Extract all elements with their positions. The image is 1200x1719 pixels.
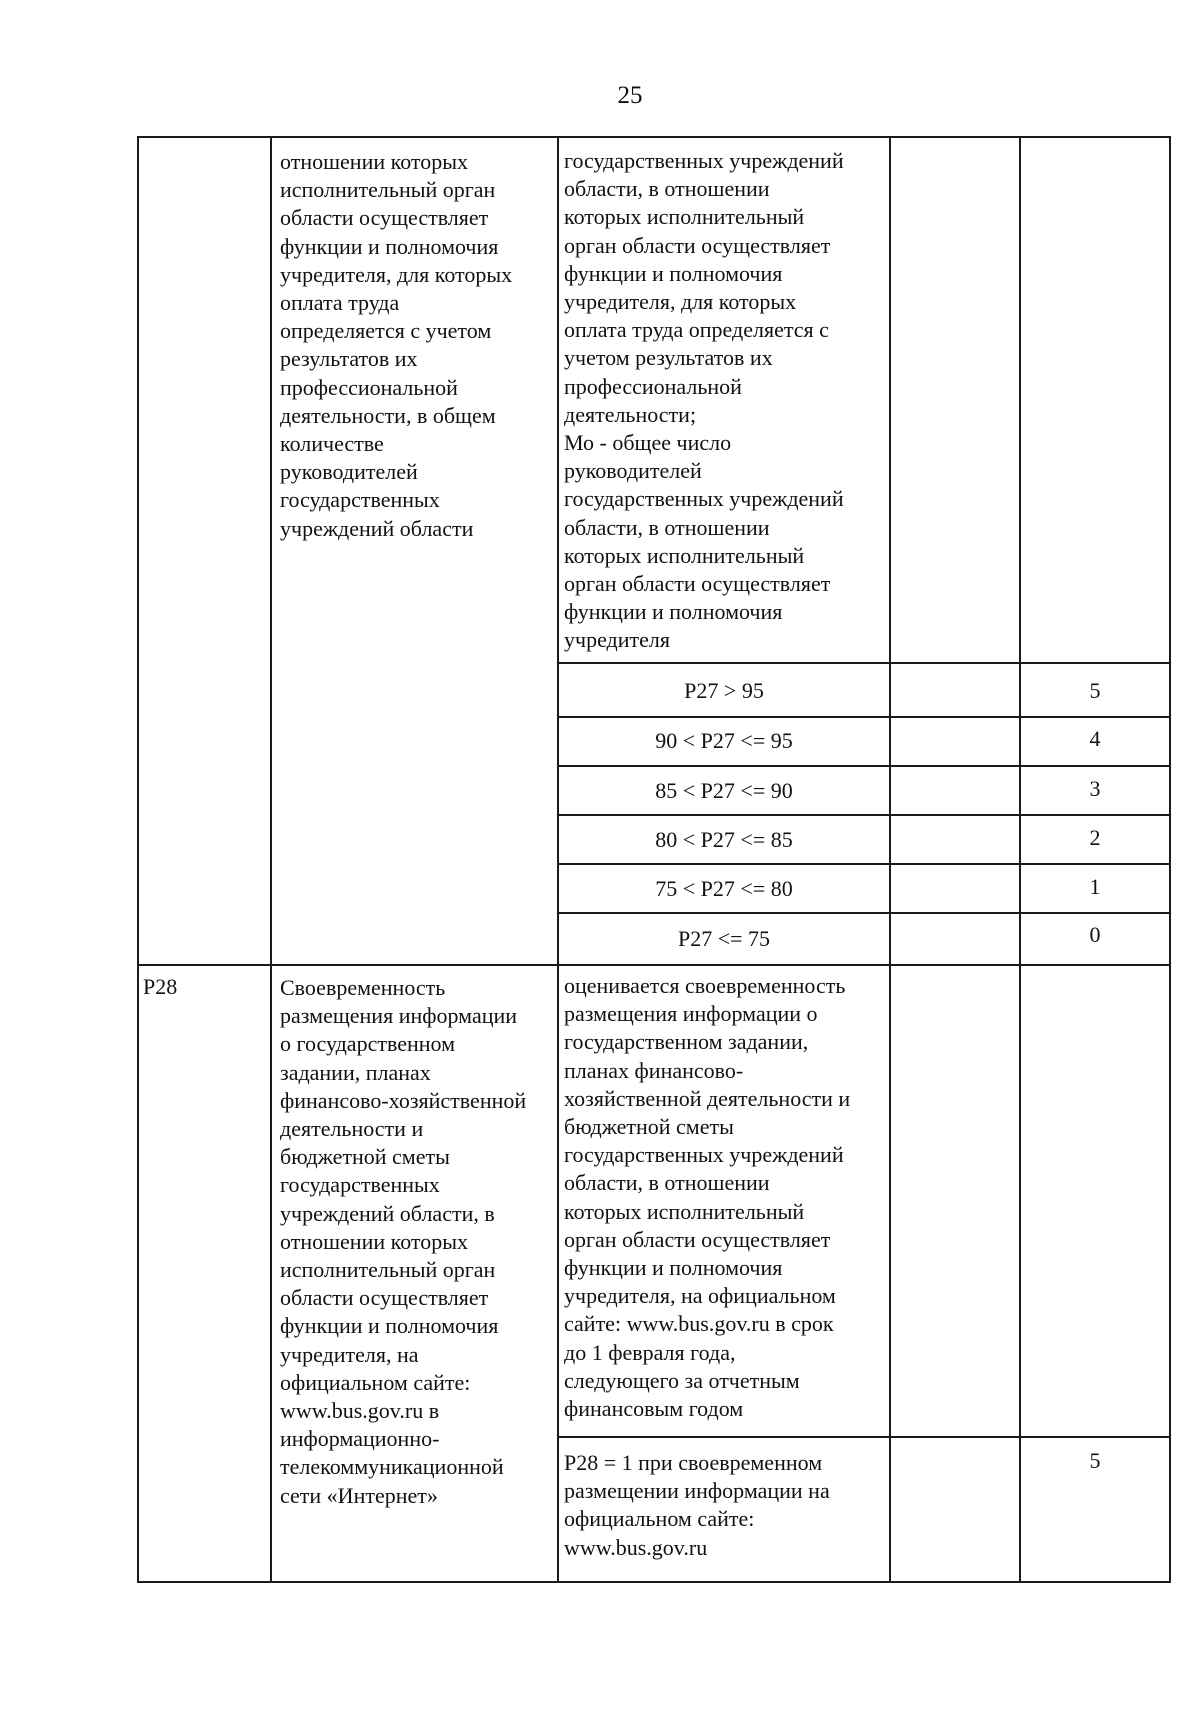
criterion-condition: Р27 > 95: [684, 678, 764, 703]
table-border-bottom: [137, 1581, 1171, 1583]
criterion-condition: 80 < Р27 <= 85: [655, 827, 793, 852]
column-divider: [889, 136, 891, 1583]
criterion-condition: 75 < Р27 <= 80: [655, 876, 793, 901]
indicators-table: [137, 136, 1171, 1583]
criterion-score: 5: [1089, 1448, 1101, 1473]
method-cell: оценивается своевременность размещения информации о государственном задании, планах финансово- хозяйственной деятельности и бюджетной сметы государственных учреждений области, в отношении которых исполнительный орган области осуществляет функции и полномочия учредителя, на официальном сайте: www.bus.gov.ru в срок до 1 февраля года, следующего за отчетным финансовым годом: [564, 973, 851, 1422]
indicator-code: Р28: [143, 974, 178, 999]
criteria-divider: [559, 814, 1171, 816]
criteria-divider: [559, 1436, 1171, 1438]
table-border-right: [1169, 136, 1171, 1583]
column-divider: [270, 136, 272, 1583]
column-divider: [1019, 136, 1021, 1583]
column-divider: [557, 136, 559, 1583]
criteria-divider: [559, 863, 1171, 865]
criterion-score: 4: [1089, 726, 1101, 751]
page-number: 25: [617, 82, 643, 109]
criterion-score: 3: [1089, 776, 1101, 801]
indicator-cell: Своевременность размещения информации о государственном задании, планах финансово-хозяйственной деятельности и бюджетной сметы государственных учреждений области, в отношении которых исполнительный орган области осуществляет функции и полномочия учредителя, на официальном сайте: www.bus.gov.ru в информационно- телекоммуникационной сети «Интернет»: [280, 975, 527, 1508]
criterion-score: 5: [1089, 678, 1101, 703]
criteria-divider: [559, 716, 1171, 718]
criterion-score: 0: [1089, 922, 1101, 947]
table-border-top: [137, 136, 1171, 138]
criterion-condition: Р27 <= 75: [677, 926, 771, 951]
method-cell: государственных учреждений области, в отношении которых исполнительный орган области осуществляет функции и полномочия учредителя, для которых оплата труда определяется с учетом результатов их профессиональной деятельности; Мо - общее число руководителей государственных учреждений области, в отношении которых исполнительный орган области осуществляет функции и полномочия учредителя: [564, 148, 844, 653]
criterion-condition: Р28 = 1 при своевременном размещении информации на официальном сайте: www.bus.gov.ru: [564, 1450, 830, 1560]
criteria-divider: [559, 765, 1171, 767]
criterion-score: 2: [1089, 825, 1101, 850]
criteria-divider: [559, 912, 1171, 914]
criterion-score: 1: [1089, 874, 1101, 899]
criterion-condition: 90 < Р27 <= 95: [655, 728, 793, 753]
table-border-left: [137, 136, 139, 1583]
criteria-divider: [559, 662, 1171, 664]
indicator-cell: отношении которых исполнительный орган области осуществляет функции и полномочия учредителя, для которых оплата труда определяется с учетом результатов их профессиональной деятельности, в общем количестве руководителей государственных учреждений области: [280, 149, 513, 541]
criterion-condition: 85 < Р27 <= 90: [655, 778, 793, 803]
row-divider: [137, 964, 1171, 966]
